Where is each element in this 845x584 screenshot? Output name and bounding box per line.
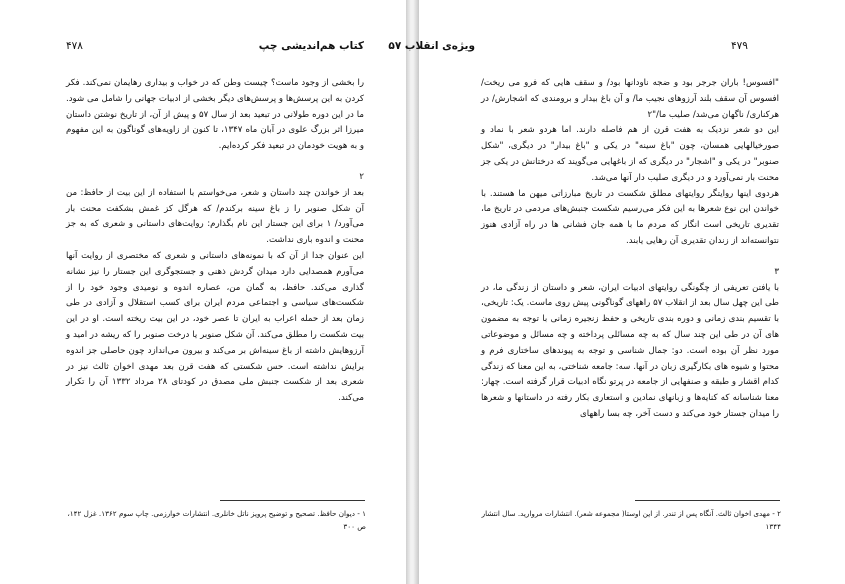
section-number-2: ۲ [359,171,364,182]
right-page-body [481,76,779,423]
book-gutter [406,0,418,584]
left-running-header: کتاب هم‌اندیشی چپ [258,40,364,52]
right-page-number: ۴۷۹ [731,40,748,52]
right-paragraph-3: هردوی اینها روایتگر روایتهای مطلق شکست در تاریخ مبارزاتی میهن ما هستند. با خواندن این نوع شعرها به این فکر می‌رسیم شکست جنبش‌های مردمی در تاریخ ما، تقدیری تاریخی است انگار که مردم ما با همه جان فشانی ها در راه آزادی هنوز نتوانسته‌اند از زندان تقدیری آن رهایی یابند. [481,188,779,246]
left-page-body [66,76,364,407]
left-paragraph-1: را بخشی از وجود ماست؟ چیست وطن که در خواب و بیداری رهایمان نمی‌کند. فکر کردن به این پرسش‌ها و پرسش‌های دیگر بخشی از ادبیات جهانی را شامل می شود. ما در این دوره طولانی در تبعید بعد از سال ۵۷ و پیش از آن، از تاریخ نوشتن داستان میرزا اثر بزرگ علوی در آبان ماه ۱۳۴۷، تا کنون از زاویه‌های گوناگون به این مفهوم و به هویت خودمان در تبعید فکر کرده‌ایم. [66,78,364,152]
right-paragraph-2: این دو شعر نزدیک به هفت قرن از هم فاصله دارند. اما هردو شعر با نماد و صورخیالهایی همسان، چون "باغ سینه" در یکی و "باغ بیدار" در دیگری، "شکل صنوبر" در یکی و "اشجار" در دیگری که از باغهایی می‌گویند که درختانش در یکی جز محنت بار نمی‌آورد و در دیگری صلیب دار آنها می‌شد. [481,125,779,183]
left-page-number: ۴۷۸ [66,40,83,52]
left-footnote: ۱ - دیوان حافظ. تصحیح و توضیح پرویز ناتل خانلری. انتشارات خوارزمی. چاپ سوم ۱۳۶۲. غزل ۱۴۲، ص ۳۰۰ [67,509,366,531]
left-paragraph-2: بعد از خواندن چند داستان و شعر، می‌خواستم با استفاده از این بیت از حافظ: من آن شکل صنوبر را ز باغ سینه برکندم/ که هرگل کز غمش بشکفت محنت بار می‌آورد/ ۱ برای این جستار این نام بگذارم: روایت‌های داستانی و شعری که به جز محنت و اندوه باری نداشت. [66,187,364,246]
right-footnote: ۲ - مهدی اخوان ثالث. آنگاه پس از تندر. از این اوستا( مجموعه شعر). انتشارات مروارید. سال انتشار ۱۳۴۴ [481,509,781,531]
right-page [388,0,845,584]
right-paragraph-1: "افسوس! باران جرجر بود و ضجه ناودانها بود/ و سقف هایی که فرو می ریخت/ افسوس آن سقف بلند آرزوهای نجیب ما/ و آن باغ بیدار و برومندی که اشجارش/ در هرکناری/ ناگهان می‌شد/ صلیب ما/"۲ [481,78,779,120]
left-footnote-rule [220,500,365,501]
right-paragraph-4: با یافتن تعریفی از چگونگی روایتهای ادبیات ایران، شعر و داستان از زندگی ما، در طی این چهل سال بعد از انقلاب ۵۷ راههای گوناگونی پیش روی ماست. یک: تاریخی، با تقسیم بندی زمانی و دوره بندی تاریخی و حفظ زنجیره زمانی با توجه به مضمون های آن در طی این چند سال که به چه مسائلی پرداخته و چه مسائل و موضوعاتی مورد نظر آن بوده است. دو: جمال شناسی و توجه به پیوندهای ساختاری فرم و محتوا و شیوه های بکارگیری زبان در آنها. سه: جامعه شناختی، به این معنا که زندگی کدام اقشار و طبقه و صنفهایی از جامعه در پرتو نگاه ادبیات قرار گرفته است. چهار: معنا شناسانه که کنایه‌ها و زبانهای نمادین و استعاری بکار رفته در داستانها و شعرها را میدان جستار خود می‌کند و دست آخر، چه بسا راههای [481,282,779,419]
left-page [0,0,407,584]
right-footnote-rule [635,500,780,501]
section-number-3: ۳ [774,266,779,277]
left-paragraph-3: این عنوان جدا از آن که با نمونه‌های داستانی و شعری که مختصری از روایت آنها می‌آورم همصدایی دارد میدان گردش ذهنی و جستجوگری این جستار را نیز نشانه گذاری می‌کند. حافظ، به گمان من، عصاره اندوه و نومیدی وجود خود را از شکست‌های سیاسی و اجتماعی مردم ایران برای کسب استقلال و آزادی در طی زمان بعد از حمله اعراب به ایران تا عصر خود، در این بیت ریخته است. او در این بیت شکست را مطلق می‌کند. آن شکل صنوبر یا درخت صنوبر را که ریشه در امید و آرزوهایش داشته از باغ سینه‌اش بر می‌کند و بیرون می‌اندازد چون حاصلی جز اندوه برایش نداشته است. حس شکستی که هفت قرن بعد مهدی اخوان ثالث نیز در شعری بعد از شکست جنبش ملی مصدق در کودتای ۲۸ مرداد ۱۳۳۲ آن را تکرار می‌کند. [66,250,364,404]
right-running-header: ویژه‌ی انقلاب ۵۷ [388,40,475,52]
